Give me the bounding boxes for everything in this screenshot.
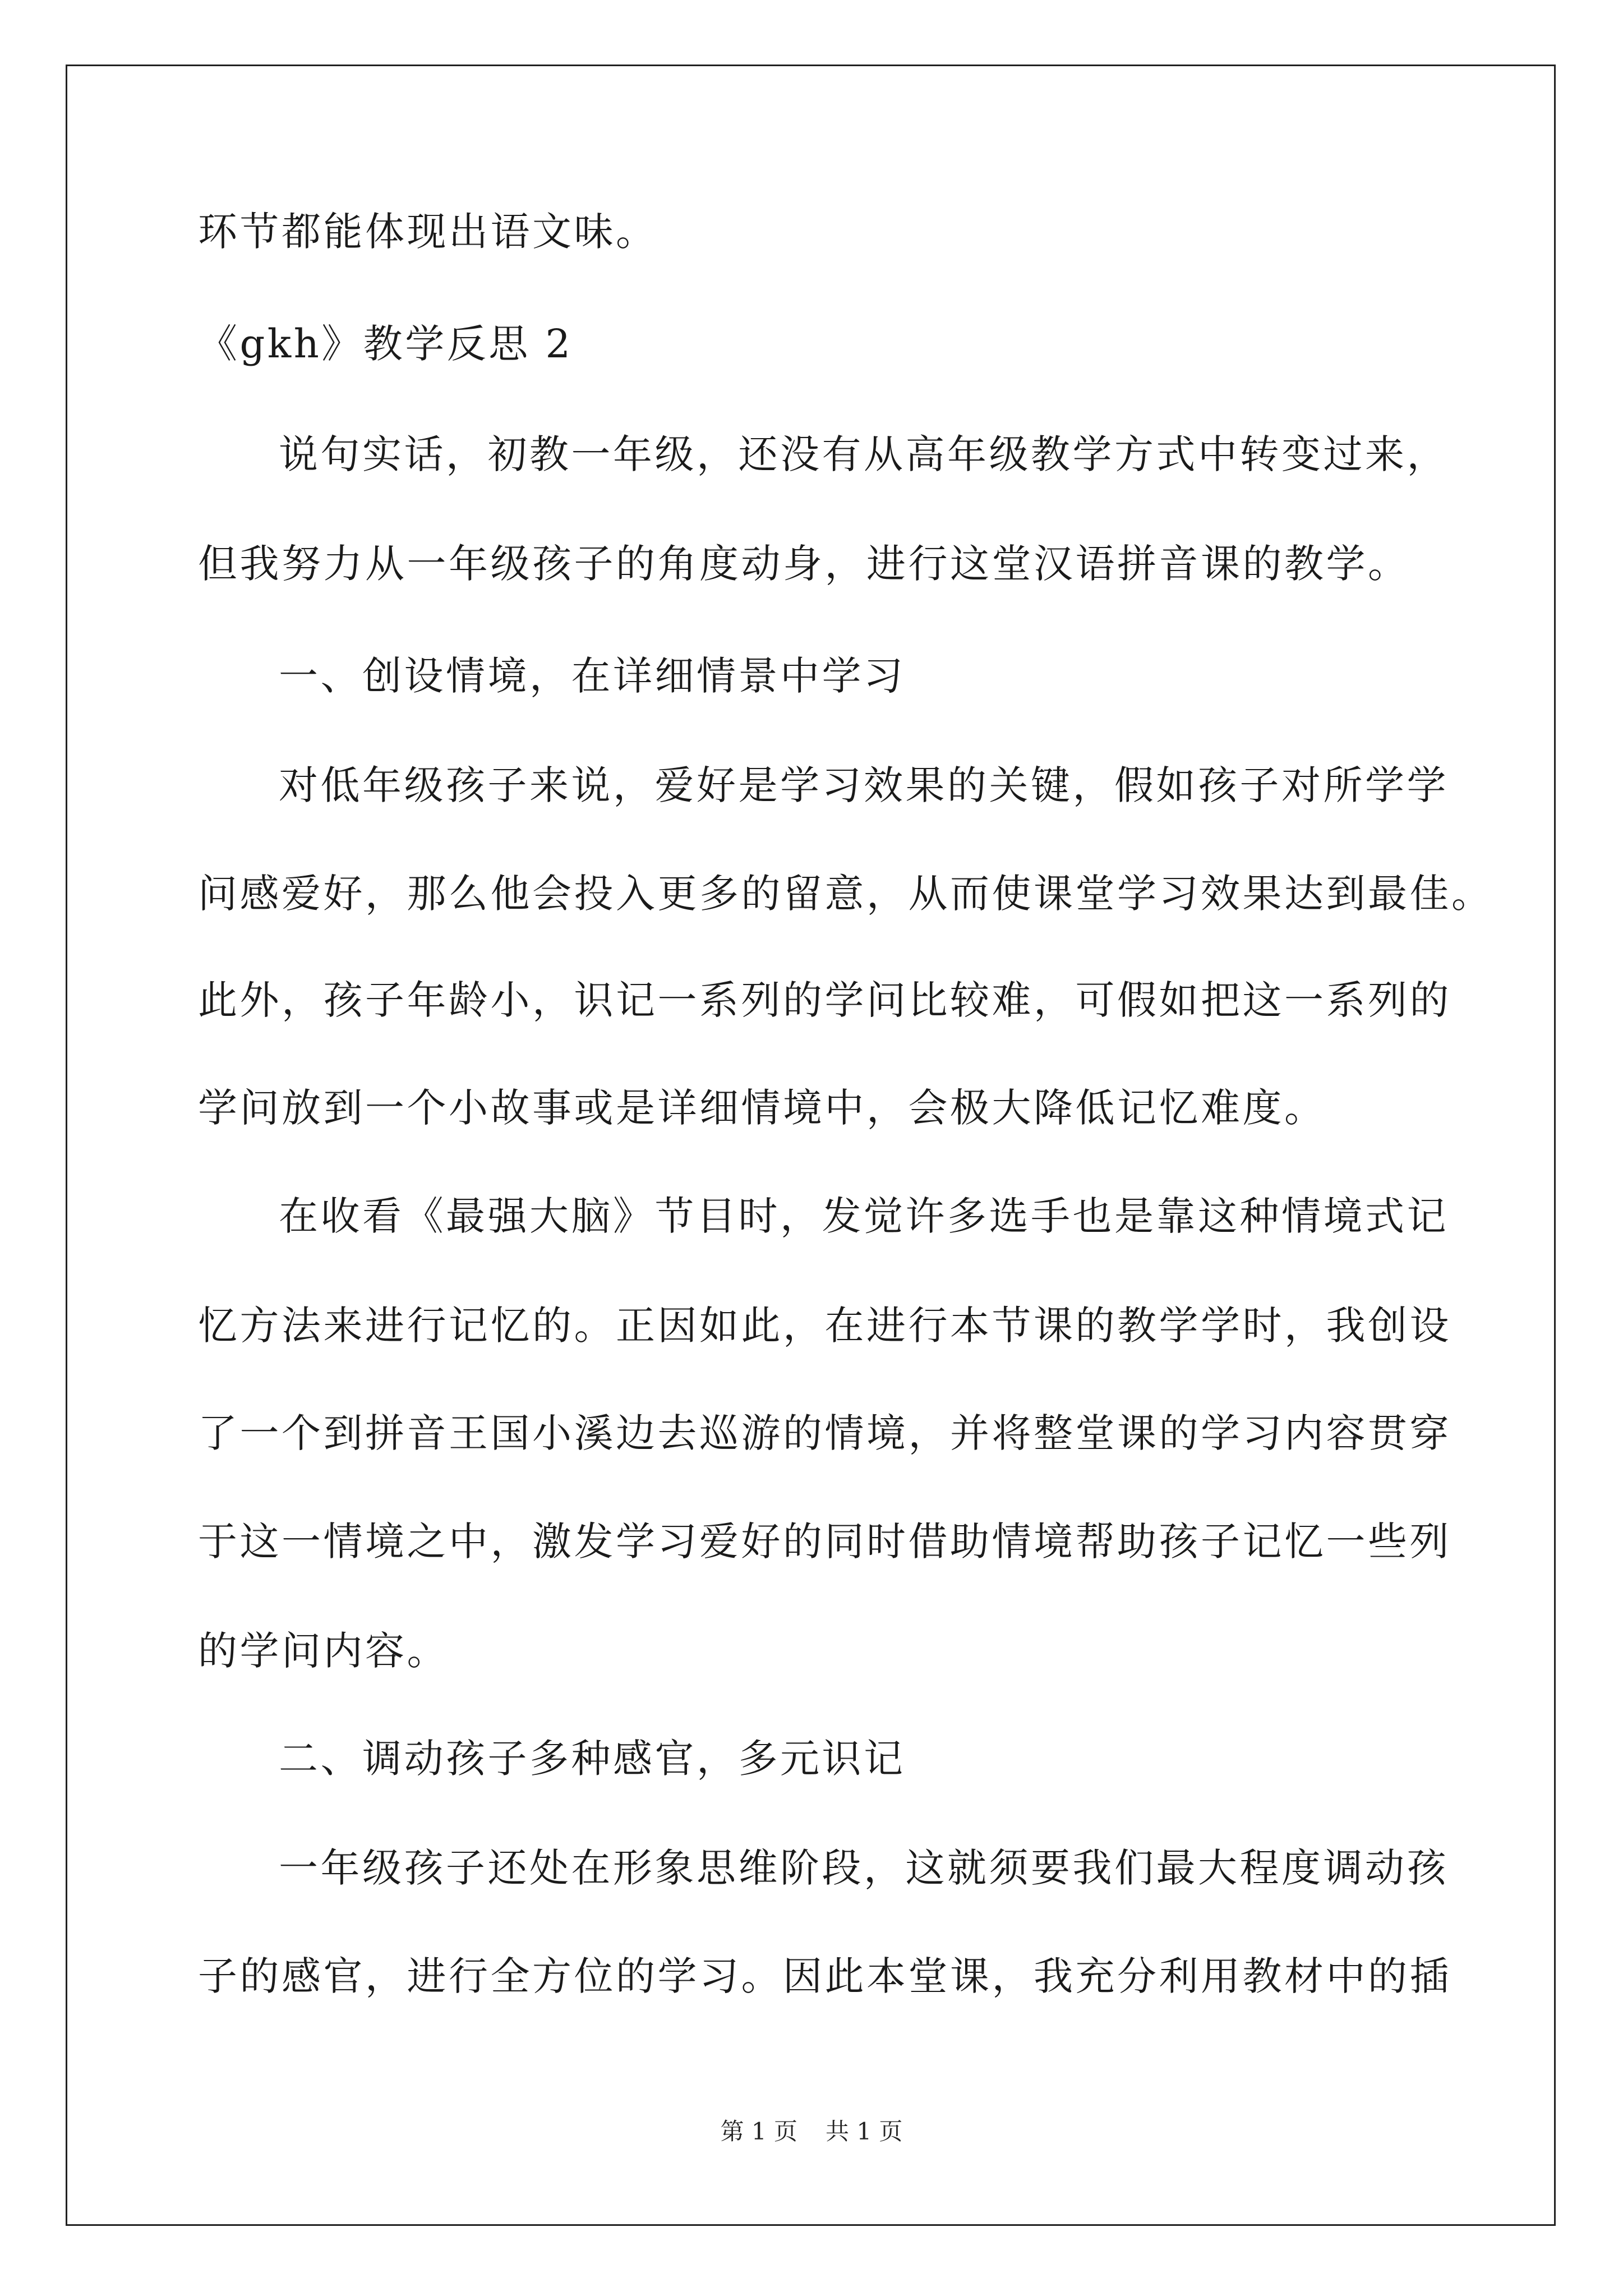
page-number: 第 1 页	[720, 2118, 797, 2145]
paragraph-line: 了一个到拼音王国小溪边去巡游的情境，并将整堂课的学习内容贯穿	[198, 1410, 1451, 1456]
paragraph-line: 但我努力从一年级孩子的角度动身，进行这堂汉语拼音课的教学。	[198, 541, 1410, 587]
page-total: 共 1 页	[826, 2118, 903, 2145]
page-border	[66, 65, 1556, 2226]
text-line: 环节都能体现出语文味。	[198, 209, 658, 255]
paragraph-line: 一年级孩子还处在形象思维阶段，这就须要我们最大程度调动孩	[279, 1845, 1449, 1891]
subheading: 二、调动孩子多种感官，多元识记	[279, 1736, 906, 1782]
paragraph-line: 学问放到一个小故事或是详细情境中，会极大降低记忆难度。	[198, 1085, 1326, 1131]
paragraph-line: 此外，孩子年龄小，识记一系列的学问比较难，可假如把这一系列的	[198, 977, 1451, 1023]
paragraph-line: 于这一情境之中，激发学习爱好的同时借助情境帮助孩子记忆一些列	[198, 1519, 1451, 1565]
subheading: 一、创设情境，在详细情景中学习	[279, 653, 906, 699]
section-title: 《gkh》教学反思 2	[198, 321, 573, 367]
paragraph-line: 问感爱好，那么他会投入更多的留意，从而使课堂学习效果达到最佳。	[198, 871, 1493, 917]
paragraph-line: 的学问内容。	[198, 1628, 449, 1674]
page-footer	[0, 2115, 1623, 2148]
paragraph-line: 忆方法来进行记忆的。正因如此，在进行本节课的教学学时，我创设	[198, 1303, 1451, 1349]
paragraph-line: 对低年级孩子来说，爱好是学习效果的关键，假如孩子对所学学	[279, 762, 1449, 808]
paragraph-line: 子的感官，进行全方位的学习。因此本堂课，我充分利用教材中的插	[198, 1953, 1451, 1999]
paragraph-line: 在收看《最强大脑》节目时，发觉许多选手也是靠这种情境式记	[279, 1193, 1449, 1239]
paragraph-line: 说句实话，初教一年级，还没有从高年级教学方式中转变过来，	[279, 431, 1449, 477]
